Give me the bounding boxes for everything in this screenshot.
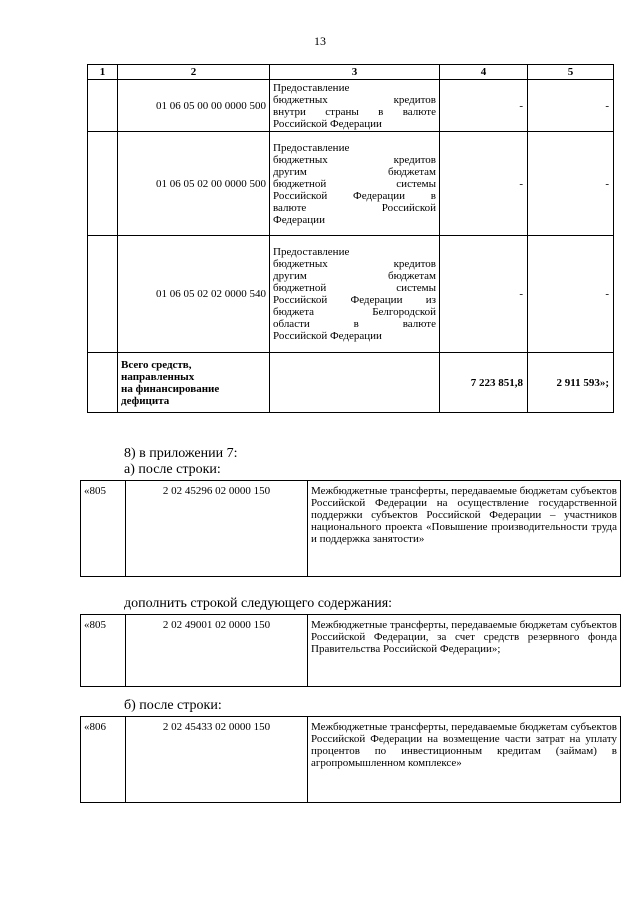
budget-code: 01 06 05 00 00 0000 500 bbox=[118, 80, 270, 132]
column-header: 3 bbox=[270, 65, 440, 80]
desc-line: Российской Федерации bbox=[273, 117, 382, 130]
budget-code: 2 02 45296 02 0000 150 bbox=[126, 481, 308, 577]
total-value-col4: 7 223 851,8 bbox=[440, 353, 528, 413]
admin-code: «806 bbox=[81, 717, 126, 803]
desc-line: Предоставление bbox=[273, 246, 350, 258]
value-col5: - bbox=[528, 236, 614, 353]
desc-line: бюджетной системы bbox=[273, 282, 436, 294]
budget-code: 2 02 45433 02 0000 150 bbox=[126, 717, 308, 803]
row-b-table bbox=[80, 716, 621, 803]
total-label bbox=[118, 353, 270, 413]
table-cell bbox=[88, 80, 118, 132]
value-col5: - bbox=[528, 132, 614, 236]
desc-line: Предоставление bbox=[273, 81, 350, 94]
total-line: Всего средств, bbox=[121, 358, 192, 371]
table-header-row bbox=[88, 65, 614, 80]
row-description bbox=[270, 132, 440, 236]
table-row bbox=[88, 132, 614, 236]
value-col4: - bbox=[440, 80, 528, 132]
desc-line: бюджетных кредитов bbox=[273, 93, 436, 106]
desc-line: Российской Федерации bbox=[273, 330, 382, 342]
column-header: 4 bbox=[440, 65, 528, 80]
row-a-table bbox=[80, 480, 621, 577]
desc-line: бюджетных кредитов bbox=[273, 258, 436, 270]
desc-line: Российской Федерации в bbox=[273, 189, 436, 202]
subsection-a-label: а) после строки: bbox=[124, 462, 221, 477]
budget-code: 2 02 49001 02 0000 150 bbox=[126, 615, 308, 687]
row-description: Межбюджетные трансферты, передаваемые бюджетам субъектов Российской Федерации на возмещение части затрат на уплату процентов по инвестиционным кредитам (займам) в агропромышленном комплексе» bbox=[308, 717, 621, 803]
total-line: направленных bbox=[121, 370, 195, 383]
total-line: на финансирование bbox=[121, 382, 220, 395]
total-line: дефицита bbox=[121, 394, 170, 407]
table-row bbox=[81, 615, 621, 687]
budget-code: 01 06 05 02 02 0000 540 bbox=[118, 236, 270, 353]
desc-line: валюте Российской bbox=[273, 201, 436, 214]
desc-line: другим бюджетам bbox=[273, 165, 436, 178]
table-row bbox=[81, 717, 621, 803]
table-cell bbox=[88, 353, 118, 413]
table-cell bbox=[88, 132, 118, 236]
desc-line: бюджетной системы bbox=[273, 177, 436, 190]
desc-line: Предоставление bbox=[273, 141, 350, 154]
total-value-col5: 2 911 593»; bbox=[528, 353, 614, 413]
page-number: 13 bbox=[314, 34, 326, 48]
table-cell bbox=[88, 236, 118, 353]
section-title: 8) в приложении 7: bbox=[124, 446, 238, 461]
row-description bbox=[270, 236, 440, 353]
sources-financing-table bbox=[87, 64, 614, 413]
desc-line: внутри страны в валюте bbox=[273, 105, 436, 118]
total-row bbox=[88, 353, 614, 413]
value-col5: - bbox=[528, 80, 614, 132]
desc-line: бюджета Белгородской bbox=[273, 306, 436, 318]
desc-line: бюджетных кредитов bbox=[273, 153, 436, 166]
table-cell bbox=[270, 353, 440, 413]
row-description: Межбюджетные трансферты, передаваемые бюджетам субъектов Российской Федерации на осуществление государственной поддержки субъектов Российской Федерации – участников национального проекта «Повышение производительности труда и поддержка занятости» bbox=[308, 481, 621, 577]
desc-line: Российской Федерации из bbox=[273, 294, 436, 306]
value-col4: - bbox=[440, 132, 528, 236]
row-description bbox=[270, 80, 440, 132]
desc-line: другим бюджетам bbox=[273, 270, 436, 282]
column-header: 1 bbox=[88, 65, 118, 80]
budget-code: 01 06 05 02 00 0000 500 bbox=[118, 132, 270, 236]
column-header: 2 bbox=[118, 65, 270, 80]
table-row bbox=[88, 80, 614, 132]
desc-line: Федерации bbox=[273, 213, 325, 226]
desc-line: области в валюте bbox=[273, 318, 436, 330]
table-row bbox=[88, 236, 614, 353]
admin-code: «805 bbox=[81, 615, 126, 687]
column-header: 5 bbox=[528, 65, 614, 80]
subsection-b-label: б) после строки: bbox=[124, 698, 222, 713]
table-row bbox=[81, 481, 621, 577]
add-row-label: дополнить строкой следующего содержания: bbox=[124, 596, 393, 611]
row-description: Межбюджетные трансферты, передаваемые бюджетам субъектов Российской Федерации, за счет средств резервного фонда Правительства Российской Федерации»; bbox=[308, 615, 621, 687]
value-col4: - bbox=[440, 236, 528, 353]
row-add-table bbox=[80, 614, 621, 687]
admin-code: «805 bbox=[81, 481, 126, 577]
